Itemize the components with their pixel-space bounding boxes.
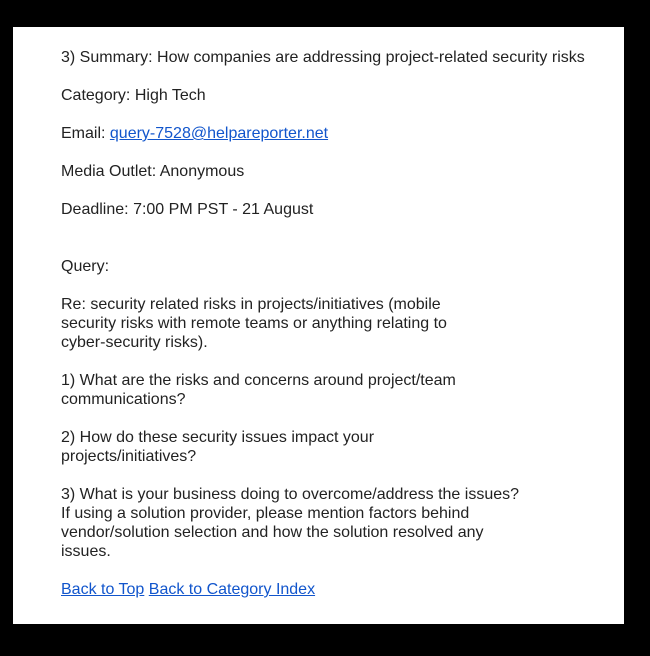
media-outlet-field: [61, 162, 624, 181]
deadline-field: [61, 200, 624, 219]
category-field: [61, 86, 624, 105]
email-label: Email:: [61, 125, 106, 142]
deadline-label: Deadline:: [61, 201, 129, 218]
query-text-line: cyber-security risks).: [61, 334, 208, 351]
deadline-value: 7:00 PM PST - 21 August: [133, 201, 314, 218]
query-text-line: security risks with remote teams or anything relating to: [61, 315, 447, 332]
query-text-line: 2) How do these security issues impact your: [61, 429, 375, 446]
media-outlet-label: Media Outlet:: [61, 163, 157, 180]
query-question-2: [61, 428, 624, 466]
query-text-line: issues.: [61, 543, 111, 560]
back-to-top-link[interactable]: Back to Top: [61, 581, 145, 598]
category-label: Category:: [61, 87, 131, 104]
query-text-line: communications?: [61, 391, 186, 408]
query-text-line: 1) What are the risks and concerns around project/team: [61, 372, 456, 389]
query-text-line: vendor/solution selection and how the solution resolved any: [61, 524, 484, 541]
category-value: High Tech: [134, 87, 206, 104]
query-question-1: [61, 371, 624, 409]
query-question-3: [61, 485, 624, 561]
query-label: Query:: [61, 258, 110, 275]
query-text-line: 3) What is your business doing to overcome/address the issues?: [61, 486, 520, 503]
query-paragraph-intro: [61, 295, 624, 352]
back-to-category-index-link[interactable]: Back to Category Index: [148, 581, 316, 598]
email-link[interactable]: query-7528@helpareporter.net: [109, 125, 329, 142]
query-text-line: projects/initiatives?: [61, 448, 197, 465]
email-field: [61, 124, 624, 143]
media-outlet-value: Anonymous: [159, 163, 245, 180]
footer-links: [61, 580, 624, 599]
query-text-line: Re: security related risks in projects/initiatives (mobile: [61, 296, 441, 313]
email-body: [13, 27, 624, 624]
summary-line: 3) Summary: How companies are addressing project-related security risks: [61, 49, 585, 66]
query-text-line: If using a solution provider, please mention factors behind: [61, 505, 470, 522]
